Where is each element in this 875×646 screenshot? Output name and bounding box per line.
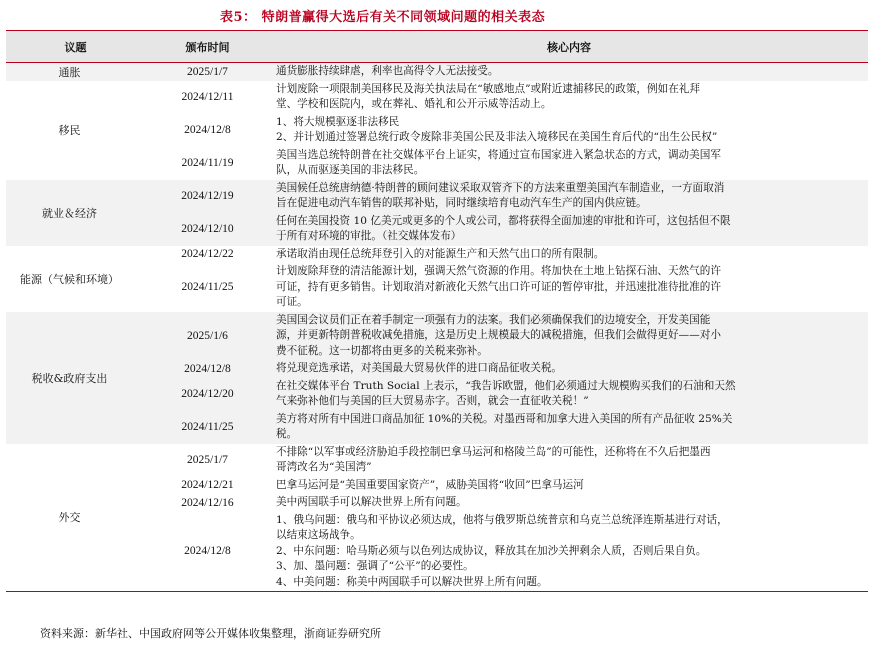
content-cell: 美方将对所有中国进口商品加征 10%的关税。对墨西哥和加拿大进入美国的所有产品征收 25%关 税。 bbox=[276, 412, 733, 440]
table-row bbox=[145, 147, 868, 180]
date-cell: 2024/12/8 bbox=[184, 545, 231, 558]
topic-entries bbox=[145, 180, 868, 246]
date-cell: 2024/12/10 bbox=[181, 223, 234, 235]
table-row bbox=[145, 312, 868, 361]
date-cell: 2024/12/20 bbox=[181, 388, 234, 400]
table-row bbox=[145, 81, 868, 114]
topic-group bbox=[6, 63, 868, 81]
content-cell: 不排除“以军事或经济胁迫手段控制巴拿马运河和格陵兰岛”的可能性，还称将在不久后把墨西 哥湾改名为“美国湾” bbox=[276, 445, 711, 473]
topic-cell: 税收&政府支出 bbox=[31, 371, 108, 385]
topic-cell: 就业＆经济 bbox=[42, 206, 97, 220]
table-body bbox=[6, 63, 868, 591]
topic-group bbox=[6, 81, 868, 180]
table-row bbox=[145, 213, 868, 246]
date-cell: 2025/1/6 bbox=[187, 329, 228, 342]
table-row bbox=[145, 444, 868, 477]
date-cell: 2024/12/16 bbox=[181, 496, 234, 509]
header-date: 颁布时间 bbox=[185, 40, 230, 54]
date-cell: 2024/12/11 bbox=[181, 91, 234, 103]
header-content: 核心内容 bbox=[547, 40, 591, 54]
topic-group bbox=[6, 246, 868, 312]
content-cell: 计划废除拜登的清洁能源计划，强调天然气资源的作用。将加快在土地上钻探石油、天然气的许 可证，持有更多销售。计划取消对新液化天然气出口许可证的暂停审批，并迅速批准待批准的许 可证。 bbox=[276, 265, 721, 308]
date-cell: 2024/12/22 bbox=[181, 248, 234, 261]
topic-entries bbox=[145, 63, 868, 81]
table-row bbox=[145, 180, 868, 213]
content-cell: 1、将大规模驱逐非法移民 2、并计划通过签署总统行政令废除非美国公民及非法入境移民在美国生育后代的“出生公民权” bbox=[276, 115, 718, 143]
table-row bbox=[145, 477, 868, 495]
table-row bbox=[145, 378, 868, 411]
date-cell: 2024/11/19 bbox=[181, 157, 234, 169]
topic-cell: 通胀 bbox=[58, 65, 81, 79]
table-row bbox=[145, 512, 868, 592]
date-cell: 2024/11/25 bbox=[181, 281, 234, 294]
content-cell: 1、俄乌问题：俄乌和平协议必须达成，他将与俄罗斯总统普京和乌克兰总统泽连斯基进行对话， 以结束这场战争。 2、中东问题：哈马斯必须与以色列达成协议，释放其在加沙关押剩余人质，否则后果自负。 3、加、墨问题：强调了“公平”的必要性。 4、中美问题：称美中两国联手可以解决世界上所有问题。 bbox=[276, 513, 728, 588]
topic-group bbox=[6, 312, 868, 444]
table-row bbox=[145, 63, 868, 81]
content-cell: 计划废除一项限制美国移民及海关执法局在“敏感地点”或附近逮捕移民的政策，例如在礼拜 堂、学校和医院内，或在葬礼、婚礼和公开示威等活动上。 bbox=[276, 82, 700, 110]
table-row bbox=[145, 411, 868, 444]
topic-cell: 能源（气候和环境） bbox=[20, 272, 119, 286]
table-row bbox=[145, 114, 868, 147]
date-cell: 2024/12/8 bbox=[184, 124, 231, 136]
policy-table bbox=[6, 30, 868, 592]
content-cell: 巴拿马运河是“美国重要国家资产”，威胁美国将“收回”巴拿马运河 bbox=[276, 478, 584, 491]
content-cell: 美国国会议员们正在着手制定一项强有力的法案。我们必须确保我们的边境安全，开发美国能 源，并更新特朗普税收减免措施，这是历史上规模最大的减税措施，但我们会做得更好——对小 费不征税。这一切都将由更多的关税来弥补。 bbox=[276, 313, 721, 357]
date-cell: 2024/12/8 bbox=[184, 362, 231, 375]
topic-entries bbox=[145, 444, 868, 592]
table-row bbox=[145, 263, 868, 312]
content-cell: 美国候任总统唐纳德·特朗普的顾问建议采取双管齐下的方法来重塑美国汽车制造业，一方面取消 旨在促进电动汽车销售的联邦补贴，同时继续培育电动汽车生产的国内供应链。 bbox=[276, 181, 725, 209]
date-cell: 2025/1/7 bbox=[187, 454, 228, 466]
source-note: 资料来源：新华社、中国政府网等公开媒体收集整理，浙商证券研究所 bbox=[40, 627, 381, 640]
topic-entries bbox=[145, 246, 868, 312]
table-title: 表5： 特朗普赢得大选后有关不同领域问题的相关表态 bbox=[220, 10, 546, 25]
date-cell: 2024/12/19 bbox=[181, 190, 234, 202]
content-cell: 美国当选总统特朗普在社交媒体平台上证实，将通过宣布国家进入紧急状态的方式，调动美国军 队，从而驱逐美国的非法移民。 bbox=[276, 148, 721, 176]
content-cell: 美中两国联手可以解决世界上所有问题。 bbox=[276, 496, 467, 508]
table-row bbox=[145, 360, 868, 378]
content-cell: 将兑现竞选承诺，对美国最大贸易伙伴的进口商品征收关税。 bbox=[276, 362, 563, 374]
topic-cell: 外交 bbox=[58, 511, 81, 525]
content-cell: 在社交媒体平台 Truth Social 上表示，“我告诉欧盟，他们必须通过大规模购买我们的石油和天然 气来弥补他们与美国的巨大贸易赤字。否则，就会一直征收关税！” bbox=[276, 379, 736, 407]
table-header-row bbox=[6, 31, 868, 63]
topic-group bbox=[6, 444, 868, 592]
topic-entries bbox=[145, 312, 868, 444]
content-cell: 承诺取消由现任总统拜登引入的对能源生产和天然气出口的所有限制。 bbox=[276, 247, 605, 260]
table-row bbox=[145, 246, 868, 264]
content-cell: 通货膨胀持续肆虐，利率也高得令人无法接受。 bbox=[276, 65, 499, 77]
date-cell: 2024/12/21 bbox=[181, 479, 234, 492]
topic-group bbox=[6, 180, 868, 246]
date-cell: 2025/1/7 bbox=[187, 65, 228, 78]
topic-entries bbox=[145, 81, 868, 180]
topic-cell: 移民 bbox=[58, 124, 81, 137]
table-row bbox=[145, 494, 868, 512]
content-cell: 任何在美国投资 10 亿美元或更多的个人或公司，都将获得全面加速的审批和许可，这包括但不限 于所有对环境的审批。（社交媒体发布） bbox=[276, 214, 731, 242]
date-cell: 2024/11/25 bbox=[181, 421, 234, 433]
header-topic: 议题 bbox=[64, 40, 87, 54]
